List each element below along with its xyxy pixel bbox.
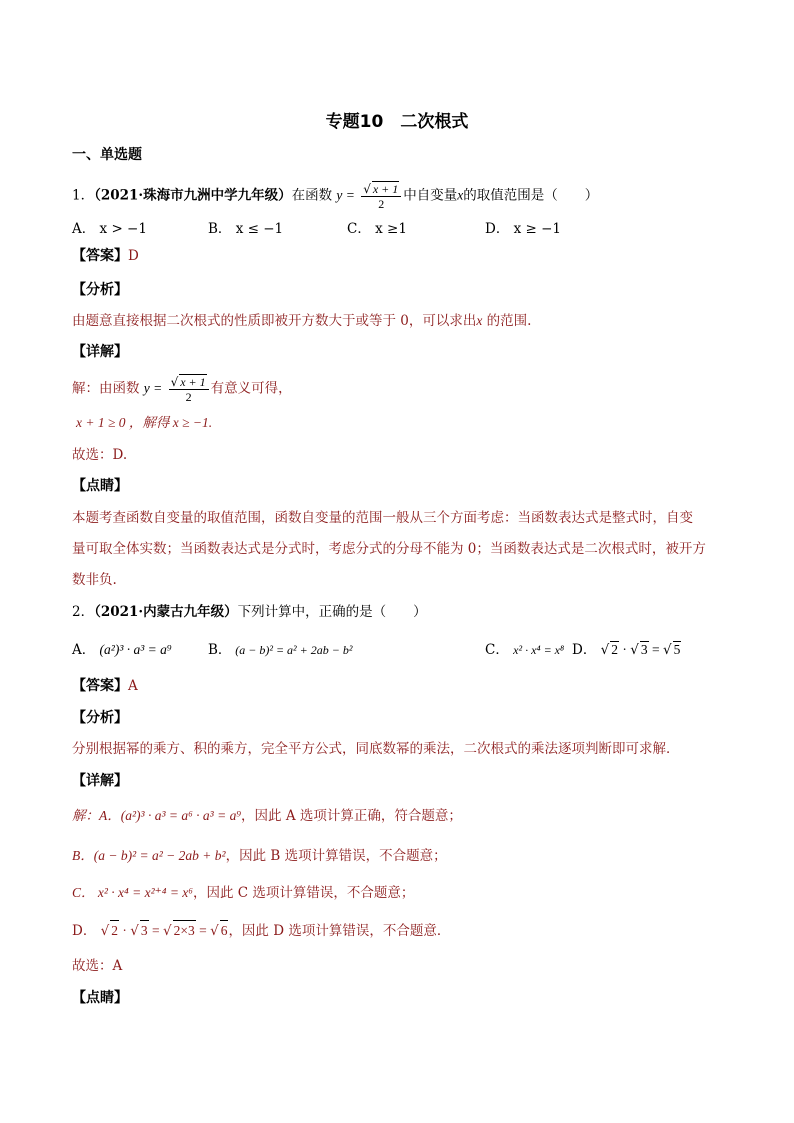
- q1-detail-line2: x + 1 ≥ 0 ，解得 x ≥ −1.: [76, 415, 213, 430]
- q1-number: 1．: [72, 187, 95, 204]
- q1-option-a: A． x > −1: [72, 221, 147, 237]
- q2-source: （2021·内蒙古九年级）: [94, 604, 238, 620]
- q1-detail-a: 解：由函数: [72, 380, 140, 397]
- q1-detail-tag: 【详解】: [72, 344, 128, 360]
- q1-analysis-var: x: [476, 313, 483, 328]
- q2-choose: 故选：A: [72, 958, 123, 974]
- q2-detail-c: [72, 883, 414, 903]
- q2-option-b: [208, 638, 352, 658]
- q1-answer-value: D: [128, 248, 139, 264]
- q2-stem-text: 下列计算中，正确的是（ ）: [237, 604, 427, 620]
- q1-choose: 故选：D.: [72, 447, 128, 463]
- section-heading: 一、单选题: [72, 147, 142, 163]
- q2-detail-d-c: 2×3: [173, 920, 196, 941]
- q1-stem: [72, 181, 598, 211]
- q1-analysis-b: 的范围.: [482, 313, 532, 329]
- q2-stem: [72, 602, 427, 622]
- q2-option-a-math: (a²)³ · a³ = a⁹: [99, 642, 172, 657]
- q1-detail-den: 2: [185, 390, 192, 404]
- q2-detail-b-text: ，因此 B 选项计算错误，不合题意；: [225, 848, 447, 864]
- q2-option-d-b: 3: [640, 642, 648, 657]
- q1-stem-b: 中自变量: [403, 187, 458, 204]
- q1-analysis-tag: 【分析】: [72, 282, 128, 298]
- q2-answer-tag: 【答案】: [72, 678, 128, 694]
- q2-detail-c-text: ，因此 C 选项计算错误，不合题意；: [193, 885, 415, 901]
- page-title: 专题10 二次根式: [325, 112, 469, 132]
- q1-detail-line1: [72, 374, 292, 404]
- q1-var: x: [457, 187, 464, 203]
- q1-fraction: $\frac{√ x + 1}{2}$: [361, 181, 401, 211]
- q1-option-b: B． x ≤ −1: [208, 221, 284, 237]
- q2-detail-d-label: D．: [72, 923, 97, 939]
- q1-analysis: [72, 311, 531, 331]
- q1-option-c: C． x ≥1: [347, 221, 407, 237]
- q2-detail-c-math: C． x² · x⁴ = x²⁺⁴ = x⁶: [72, 885, 193, 900]
- q1-frac-num: x + 1: [372, 182, 399, 196]
- q2-detail-b: [72, 846, 447, 866]
- q2-detail-d-a: 2: [110, 920, 119, 941]
- q2-option-c-math: x² · x⁴ = x⁸: [513, 643, 565, 657]
- q2-option-a-label: A．: [72, 642, 96, 658]
- q1-source: （2021·珠海市九洲中学九年级）: [94, 187, 292, 204]
- q2-option-b-label: B．: [208, 642, 232, 658]
- q1-analysis-a: 由题意直接根据二次根式的性质即被开方数大于或等于 0，可以求出: [72, 313, 477, 329]
- q2-detail-a: [72, 806, 462, 826]
- q1-detail-num: x + 1: [180, 375, 206, 389]
- q1-option-d: D． x ≥ −1: [485, 221, 562, 237]
- q2-answer: [72, 676, 138, 696]
- q2-detail-d: D． √ 2 · √ 3 = √ 2×3 = √ 6，因此 D 选项计算错误，不合题意．: [72, 920, 450, 941]
- q1-comment-line1: 本题考查函数自变量的取值范围，函数自变量的范围一般从三个方面考虑：当函数表达式是整式时，自变: [72, 510, 693, 526]
- q1-answer: [72, 246, 139, 266]
- q2-option-d-a: 2: [611, 642, 618, 657]
- q2-option-d-label: D．: [572, 642, 597, 658]
- q2-detail-a-math: 解：A．(a²)³ · a³ = a⁶ · a³ = a⁹: [72, 808, 242, 823]
- q2-option-b-math: (a − b)² = a² + 2ab − b²: [235, 643, 353, 657]
- q1-comment-line2: 量可取全体实数；当函数表达式是分式时，考虑分式的分母不能为 0；当函数表达式是二次根式时，被开方: [72, 541, 706, 557]
- q2-option-c-label: C．: [485, 642, 509, 658]
- q2-detail-d-text: ，因此 D 选项计算错误，不合题意．: [228, 923, 451, 939]
- q1-comment-tag: 【点睛】: [72, 478, 128, 494]
- q2-detail-d-d: 6: [220, 920, 229, 941]
- q1-fx-left: y =: [336, 187, 355, 203]
- q1-frac-den: 2: [378, 197, 385, 211]
- q1-stem-a: 在函数: [291, 187, 333, 204]
- q2-detail-tag: 【详解】: [72, 773, 128, 789]
- q1-stem-c: 的取值范围是（ ）: [463, 187, 599, 204]
- q2-detail-d-b: 3: [140, 920, 149, 941]
- q2-comment-tag: 【点睛】: [72, 990, 128, 1006]
- q2-analysis-tag: 【分析】: [72, 710, 128, 726]
- q1-comment-line3: 数非负.: [72, 572, 117, 588]
- q2-detail-b-math: B．(a − b)² = a² − 2ab + b²: [72, 848, 226, 863]
- q1-detail-fx: y =: [143, 380, 163, 396]
- q2-analysis: 分别根据幂的乘方、积的乘方，完全平方公式，同底数幂的乘法，二次根式的乘法逐项判断即可求解．: [72, 741, 680, 757]
- answer-tag: 【答案】: [72, 248, 128, 264]
- q2-option-d-c: 5: [673, 642, 681, 657]
- q2-option-d: D． √ 2 · √ 3 = √ 5: [572, 642, 681, 658]
- q2-number: 2．: [72, 604, 95, 620]
- q1-detail-fraction: $\frac{√ x + 1}{2}$: [169, 374, 209, 404]
- q2-option-a: [72, 638, 172, 658]
- q2-detail-a-text: ，因此 A 选项计算正确，符合题意；: [241, 808, 462, 824]
- q1-detail-b: 有意义可得，: [210, 380, 292, 397]
- q2-answer-value: A: [128, 678, 138, 694]
- q2-option-c: [485, 638, 564, 658]
